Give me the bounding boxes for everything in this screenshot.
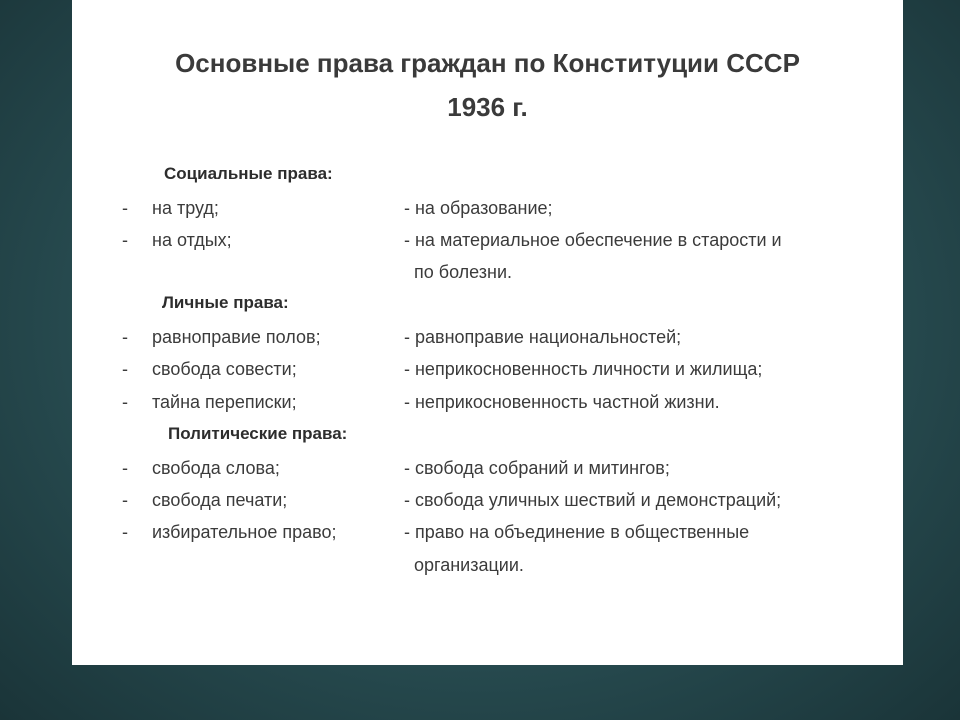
list-bullet: - — [122, 458, 128, 478]
list-bullet: - — [122, 392, 128, 412]
list-item: свобода совести; — [152, 359, 297, 379]
list-item: - неприкосновенность личности и жилища; — [404, 359, 763, 379]
list-bullet: - — [122, 230, 128, 250]
list-item: свобода слова; — [152, 458, 280, 478]
list-bullet: - — [122, 327, 128, 347]
list-item: - свобода уличных шествий и демонстраций; — [404, 490, 782, 510]
list-item-continuation: организации. — [414, 555, 524, 575]
list-item: на отдых; — [152, 230, 232, 250]
list-item: - право на объединение в общественные — [404, 522, 750, 542]
list-item: тайна переписки; — [152, 392, 297, 412]
list-item: свобода печати; — [152, 490, 288, 510]
list-item-continuation: по болезни. — [414, 262, 513, 282]
list-bullet: - — [122, 490, 128, 510]
list-item: - на материальное обеспечение в старости и — [404, 230, 782, 250]
list-item: - равноправие национальностей; — [404, 327, 682, 347]
page-title-year: 1936 г. — [447, 92, 528, 122]
list-item: на труд; — [152, 198, 219, 218]
list-item: - неприкосновенность частной жизни. — [404, 392, 720, 412]
section-heading-personal: Личные права: — [162, 293, 289, 312]
section-heading-political: Политические права: — [168, 424, 348, 443]
list-bullet: - — [122, 359, 128, 379]
list-item: равноправие полов; — [152, 327, 321, 347]
list-bullet: - — [122, 198, 128, 218]
list-item: - свобода собраний и митингов; — [404, 458, 670, 478]
page-title: Основные права граждан по Конституции СССР — [175, 48, 800, 78]
slide-page — [72, 0, 903, 665]
list-item: - на образование; — [404, 198, 553, 218]
section-heading-social: Социальные права: — [164, 164, 333, 183]
list-item: избирательное право; — [152, 522, 337, 542]
list-bullet: - — [122, 522, 128, 542]
